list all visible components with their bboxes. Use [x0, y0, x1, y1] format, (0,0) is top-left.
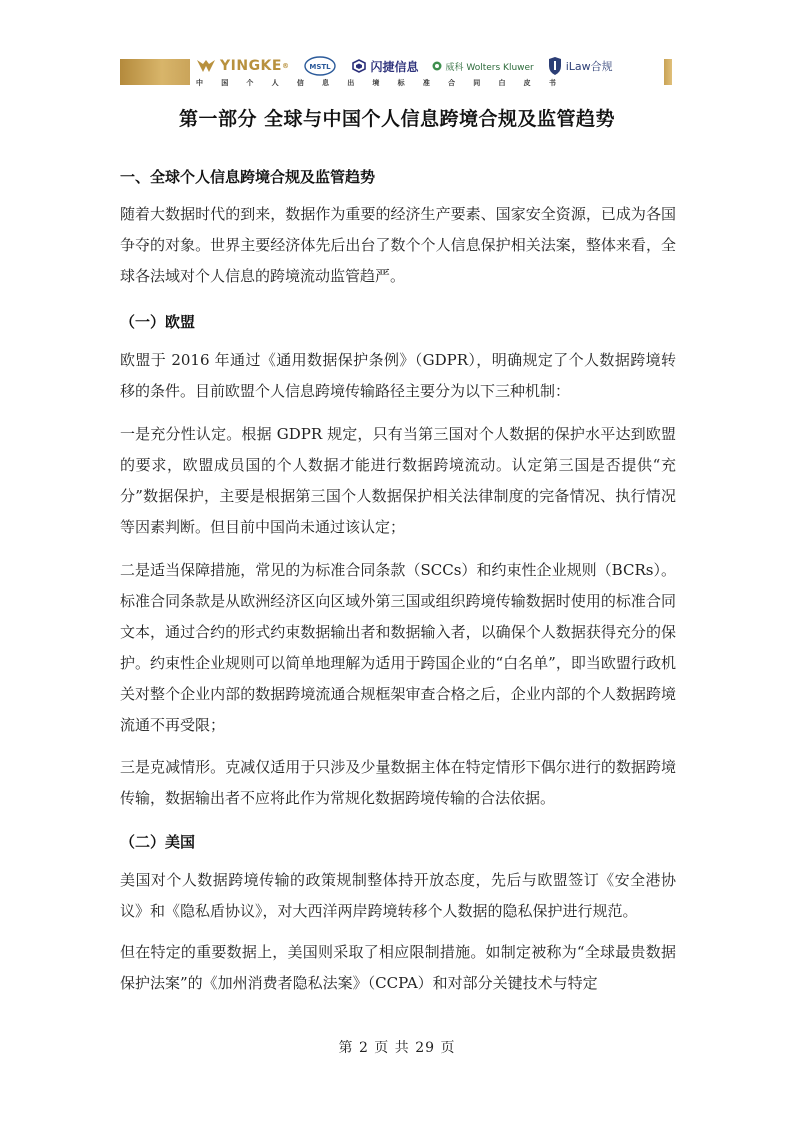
tagline-char: 合 — [448, 79, 456, 87]
yingke-mark-icon — [196, 58, 216, 74]
yingke-logo-text: YINGKE — [220, 58, 282, 74]
tagline-char: 标 — [397, 79, 405, 87]
section-heading-eu: （一）欧盟 — [120, 313, 196, 331]
paragraph-us-policy: 美国对个人数据跨境传输的政策规制整体持开放态度，先后与欧盟签订《安全港协议》和《隐私盾协议》，对大西洋两岸跨境转移个人数据的隐私保护进行规范。 — [120, 871, 676, 920]
ilaw-logo-text: iLaw合规 — [565, 60, 613, 73]
paragraph-eu-safeguards: 二是适当保障措施，常见的为标准合同条款（SCCs）和约束性企业规则（BCRs）。标准合同条款是从欧洲经济区向区域外第三国或组织跨境传输数据时使用的标准合同文本，通过合约的形式约束数据输出者和数据输入者，以确保个人数据获得充分的保护。约束性企业规则可以简单地理解为适用于跨国企业的“白名单”，即当欧盟行政机关对整个企业内部的数据跨境流通合规框架审查合格之后，企业内部的个人数据跨境流通不再受限； — [120, 561, 676, 734]
page-number: 第 2 页 共 29 页 — [338, 1040, 456, 1056]
wolters-kluwer-mark-icon — [432, 61, 442, 71]
section-heading-us: （二）美国 — [120, 833, 196, 851]
tagline-char: 书 — [548, 79, 556, 87]
header-tagline — [196, 78, 556, 88]
tagline-char: 人 — [271, 79, 279, 87]
tagline-char: 国 — [221, 79, 229, 87]
tagline-char: 出 — [347, 79, 355, 87]
tagline-char: 白 — [498, 79, 506, 87]
wolters-kluwer-logo — [432, 60, 533, 73]
header-gold-bar-right — [664, 59, 672, 85]
mstl-logo-text: MSTL — [309, 63, 332, 71]
paragraph-global-intro: 随着大数据时代的到来，数据作为重要的经济生产要素、国家安全资源，已成为各国争夺的对象。世界主要经济体先后出台了数个个人信息保护相关法案，整体来看，全球各法域对个人信息的跨境流动监管趋严。 — [120, 205, 676, 285]
tagline-char: 信 — [296, 79, 304, 87]
header-gold-bar-left — [120, 59, 190, 85]
tagline-char: 皮 — [523, 79, 531, 87]
wolters-kluwer-logo-text: 威科 Wolters Kluwer — [445, 62, 534, 73]
paragraph-eu-adequacy: 一是充分性认定。根据 GDPR 规定，只有当第三国对个人数据的保护水平达到欧盟的要求，欧盟成员国的个人数据才能进行数据跨境流动。认定第三国是否提供“充分”数据保护，主要是根据第三国个人数据保护相关法律制度的完备情况、执行情况等因素判断。但目前中国尚未通过该认定； — [120, 425, 676, 536]
page-header — [0, 0, 794, 96]
ilaw-shield-icon — [548, 56, 562, 76]
ilaw-logo — [548, 56, 613, 76]
paragraph-eu-gdpr: 欧盟于 2016 年通过《通用数据保护条例》（GDPR），明确规定了个人数据跨境转移的条件。目前欧盟个人信息跨境传输路径主要分为以下三种机制： — [120, 351, 676, 400]
logo-row — [196, 52, 627, 80]
shanjie-logo — [351, 58, 418, 75]
paragraph-eu-derogations: 三是克减情形。克减仅适用于只涉及少量数据主体在特定情形下偶尔进行的数据跨境传输，数据输出者不应将此作为常规化数据跨境传输的合法依据。 — [120, 758, 676, 807]
tagline-char: 息 — [322, 79, 330, 87]
section-heading-global: 一、全球个人信息跨境合规及监管趋势 — [120, 168, 376, 186]
tagline-char: 同 — [473, 79, 481, 87]
shanjie-logo-text: 闪捷信息 — [370, 59, 419, 74]
tagline-char: 个 — [246, 79, 254, 87]
mstl-badge-icon — [303, 55, 337, 77]
page-title: 第一部分 全球与中国个人信息跨境合规及监管趋势 — [178, 108, 616, 130]
tagline-char: 境 — [372, 79, 380, 87]
paragraph-us-restrictions: 但在特定的重要数据上，美国则采取了相应限制措施。如制定被称为“全球最贵数据保护法案”的《加州消费者隐私法案》（CCPA）和对部分关键技术与特定 — [120, 943, 676, 992]
shanjie-mark-icon — [351, 58, 367, 74]
tagline-char: 中 — [196, 79, 203, 87]
tagline-char: 准 — [422, 79, 430, 87]
yingke-logo: YINGKE ® — [196, 58, 289, 74]
mstl-logo — [303, 55, 337, 77]
